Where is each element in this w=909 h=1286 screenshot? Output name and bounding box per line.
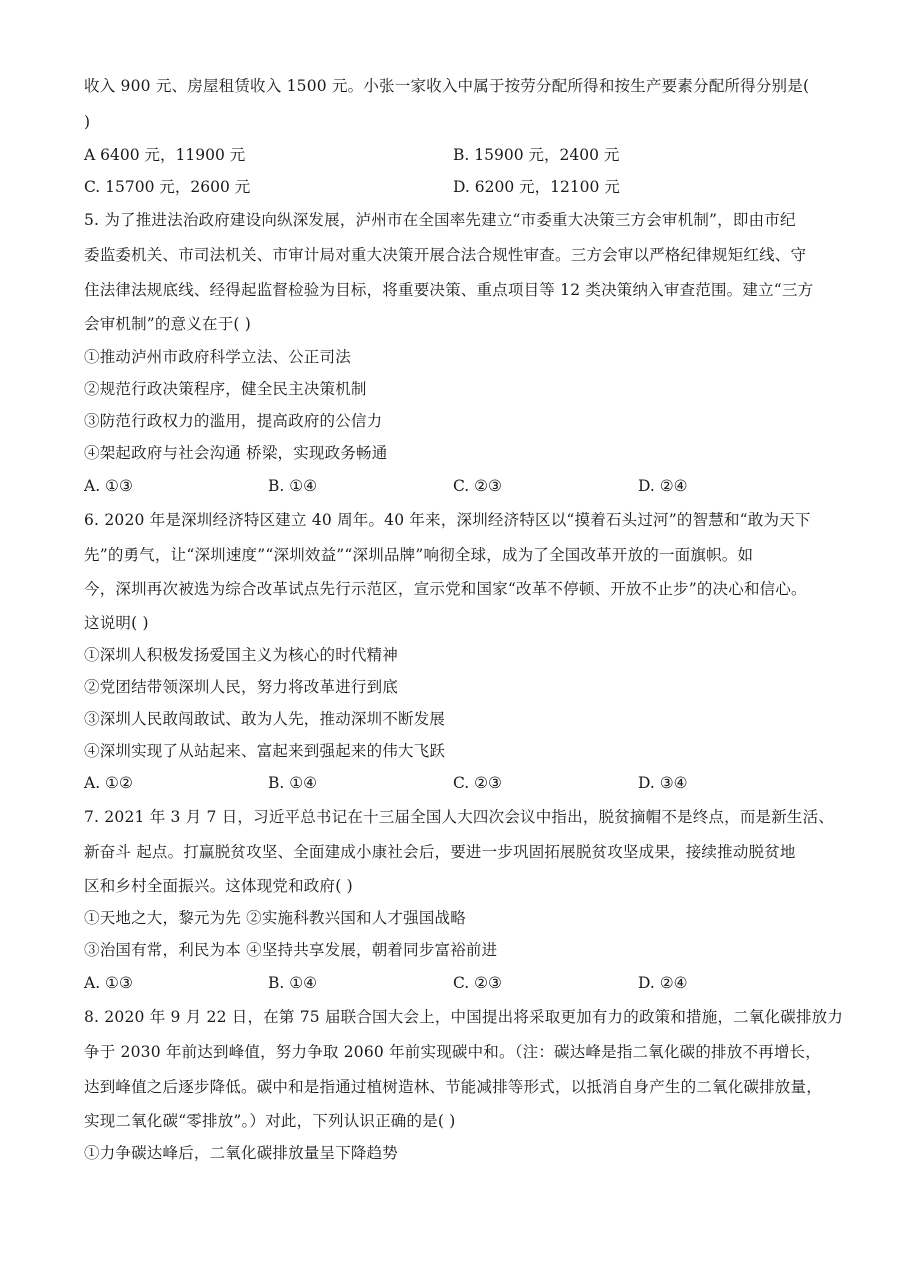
question-6-stem-line: 6. 2020 年是深圳经济特区建立 40 周年。40 年来，深圳经济特区以“摸着石头过河”的智慧和“敢为天下 xyxy=(84,511,811,529)
question-7-stem-line: 7. 2021 年 3 月 7 日，习近平总书记在十三届全国人大四次会议中指出，脱贫摘帽不是终点，而是新生活、 xyxy=(84,808,835,826)
question-8-item-1: ①力争碳达峰后，二氧化碳排放量呈下降趋势 xyxy=(84,1144,399,1162)
question-5-stem-line: 5. 为了推进法治政府建设向纵深发展，泸州市在全国率先建立“市委重大决策三方会审机制”，即由市纪 xyxy=(84,211,796,229)
question-6-item-1: ①深圳人积极发扬爱国主义为核心的时代精神 xyxy=(84,646,399,664)
question-5-item-2: ②规范行政决策程序，健全民主决策机制 xyxy=(84,380,367,398)
question-7-stem-line: 区和乡村全面振兴。这体现党和政府( ) xyxy=(84,877,353,895)
question-4-option-a[interactable]: A 6400 元，11900 元 xyxy=(84,146,246,164)
question-5-stem-line: 委监委机关、市司法机关、市审计局对重大决策开展合法合规性审查。三方会审以严格纪律规矩红线、守 xyxy=(84,246,807,264)
question-5-option-a[interactable]: A. ①③ xyxy=(84,477,133,495)
question-7-option-d[interactable]: D. ②④ xyxy=(638,974,688,992)
question-6-item-3: ③深圳人民敢闯敢试、敢为人先，推动深圳不断发展 xyxy=(84,710,446,728)
question-5-item-4: ④架起政府与社会沟通 桥梁，实现政务畅通 xyxy=(84,444,388,462)
question-8-stem-line: 争于 2030 年前达到峰值，努力争取 2060 年前实现碳中和。（注：碳达峰是指二氧化碳的排放不再增长， xyxy=(84,1043,821,1061)
question-4-stem-tail: 收入 900 元、房屋租赁收入 1500 元。小张一家收入中属于按劳分配所得和按生产要素分配所得分别是( xyxy=(84,77,810,95)
question-6-item-2: ②党团结带领深圳人民，努力将改革进行到底 xyxy=(84,678,399,696)
question-6-option-c[interactable]: C. ②③ xyxy=(453,774,502,792)
question-4-option-d[interactable]: D. 6200 元，12100 元 xyxy=(453,178,620,196)
question-5-option-c[interactable]: C. ②③ xyxy=(453,477,502,495)
question-7-option-a[interactable]: A. ①③ xyxy=(84,974,133,992)
question-7-stem-line: 新奋斗 起点。打赢脱贫攻坚、全面建成小康社会后，要进一步巩固拓展脱贫攻坚成果，接续推动脱贫地 xyxy=(84,843,796,861)
question-8-stem-line: 实现二氧化碳“零排放”。）对此，下列认识正确的是( ) xyxy=(84,1112,456,1130)
question-7-items-row-2: ③治国有常，利民为本 ④坚持共享发展，朝着同步富裕前进 xyxy=(84,941,498,959)
question-5-stem-line: 会审机制”的意义在于( ) xyxy=(84,315,252,333)
question-7-items-row-1: ①天地之大，黎元为先 ②实施科教兴国和人才强国战略 xyxy=(84,909,466,927)
question-4-option-c[interactable]: C. 15700 元，2600 元 xyxy=(84,178,251,196)
question-8-stem-line: 8. 2020 年 9 月 22 日，在第 75 届联合国大会上，中国提出将采取更加有力的政策和措施，二氧化碳排放力 xyxy=(84,1008,844,1026)
question-6-option-a[interactable]: A. ①② xyxy=(84,774,133,792)
question-5-stem-line: 住法律法规底线、经得起监督检验为目标，将重要决策、重点项目等 12 类决策纳入审查范围。建立“三方 xyxy=(84,281,814,299)
question-5-option-b[interactable]: B. ①④ xyxy=(268,477,318,495)
question-6-option-b[interactable]: B. ①④ xyxy=(268,774,318,792)
question-5-item-1: ①推动泸州市政府科学立法、公正司法 xyxy=(84,348,351,366)
question-4-stem-close: ) xyxy=(84,113,91,131)
question-7-option-b[interactable]: B. ①④ xyxy=(268,974,318,992)
question-5-item-3: ③防范行政权力的滥用，提高政府的公信力 xyxy=(84,412,383,430)
question-4-option-b[interactable]: B. 15900 元，2400 元 xyxy=(453,146,620,164)
question-5-option-d[interactable]: D. ②④ xyxy=(638,477,688,495)
question-8-stem-line: 达到峰值之后逐步降低。碳中和是指通过植树造林、节能减排等形式，以抵消自身产生的二氧化碳排放量， xyxy=(84,1078,822,1096)
question-6-item-4: ④深圳实现了从站起来、富起来到强起来的伟大飞跃 xyxy=(84,742,446,760)
question-6-stem-line: 先”的勇气，让“深圳速度”“深圳效益”“深圳品牌”响彻全球，成为了全国改革开放的一面旗帜。如 xyxy=(84,546,754,564)
question-7-option-c[interactable]: C. ②③ xyxy=(453,974,502,992)
question-6-stem-line: 这说明( ) xyxy=(84,614,149,632)
question-6-stem-line: 今，深圳再次被选为综合改革试点先行示范区，宣示党和国家“改革不停顿、开放不止步”的决心和信心。 xyxy=(84,580,807,598)
question-6-option-d[interactable]: D. ③④ xyxy=(638,774,688,792)
